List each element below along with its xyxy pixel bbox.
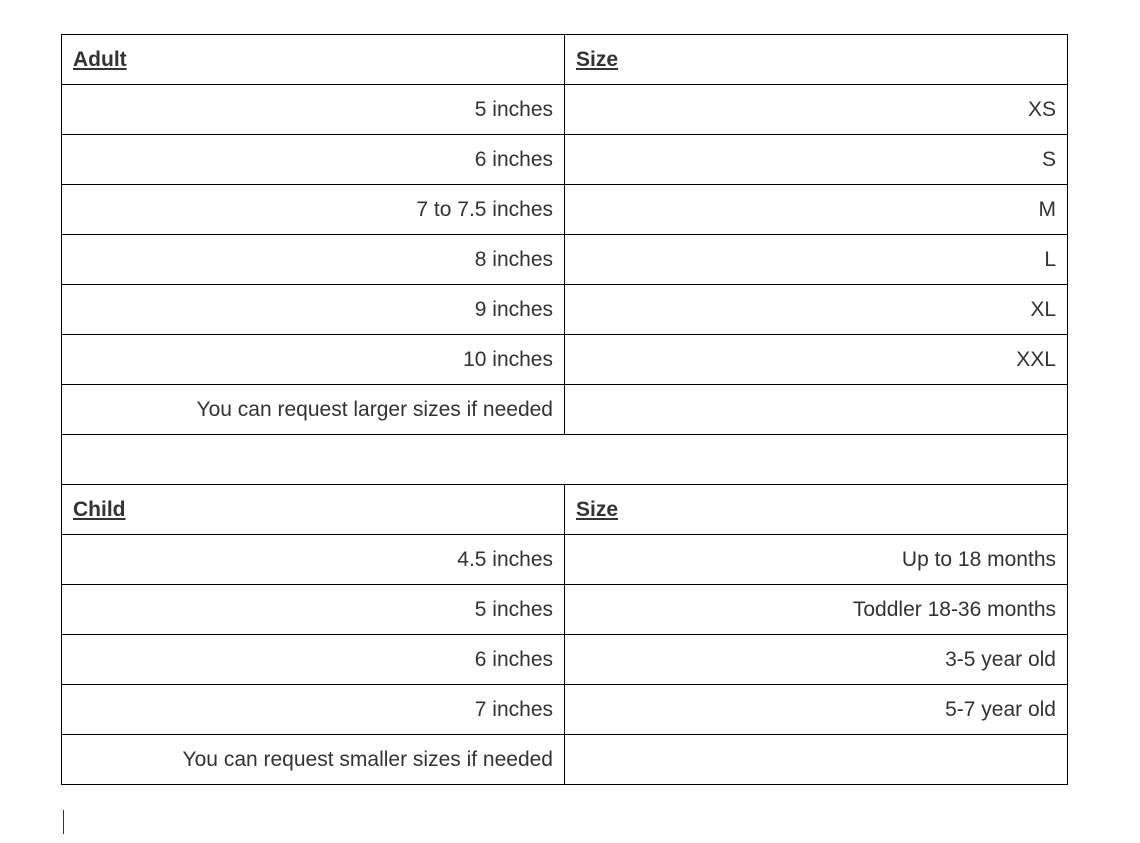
adult-size-cell[interactable]: L (565, 235, 1068, 285)
adult-measure-cell[interactable]: 8 inches (62, 235, 565, 285)
table-row (62, 235, 1068, 285)
child-size-cell[interactable]: 3-5 year old (565, 635, 1068, 685)
child-size-cell[interactable]: Up to 18 months (565, 535, 1068, 585)
child-measure-cell[interactable]: 7 inches (62, 685, 565, 735)
adult-size-cell[interactable]: S (565, 135, 1068, 185)
spacer-cell[interactable] (62, 435, 1068, 485)
adult-measure-cell[interactable]: 9 inches (62, 285, 565, 335)
table-row (62, 285, 1068, 335)
table-row (62, 635, 1068, 685)
adult-header[interactable]: Adult (62, 35, 565, 85)
table-row (62, 85, 1068, 135)
child-size-header[interactable]: Size (565, 485, 1068, 535)
adult-measure-cell[interactable]: 7 to 7.5 inches (62, 185, 565, 235)
adult-size-cell[interactable]: XL (565, 285, 1068, 335)
adult-measure-cell[interactable]: 10 inches (62, 335, 565, 385)
adult-measure-cell[interactable]: 6 inches (62, 135, 565, 185)
adult-size-cell[interactable]: XS (565, 85, 1068, 135)
child-header-row (62, 485, 1068, 535)
adult-measure-cell[interactable]: 5 inches (62, 85, 565, 135)
child-measure-cell[interactable]: 4.5 inches (62, 535, 565, 585)
table-row (62, 335, 1068, 385)
child-measure-cell[interactable]: 5 inches (62, 585, 565, 635)
table-row (62, 135, 1068, 185)
child-note-row (62, 735, 1068, 785)
empty-cell[interactable] (565, 735, 1068, 785)
adult-size-cell[interactable]: XXL (565, 335, 1068, 385)
table-row (62, 685, 1068, 735)
adult-header-row (62, 35, 1068, 85)
text-cursor (63, 810, 64, 834)
adult-note-row (62, 385, 1068, 435)
table-row (62, 585, 1068, 635)
child-measure-cell[interactable]: 6 inches (62, 635, 565, 685)
adult-note-cell[interactable]: You can request larger sizes if needed (62, 385, 565, 435)
child-size-cell[interactable]: 5-7 year old (565, 685, 1068, 735)
adult-size-cell[interactable]: M (565, 185, 1068, 235)
table-row (62, 535, 1068, 585)
table-row (62, 185, 1068, 235)
empty-cell[interactable] (565, 385, 1068, 435)
spacer-row (62, 435, 1068, 485)
adult-size-header[interactable]: Size (565, 35, 1068, 85)
child-header[interactable]: Child (62, 485, 565, 535)
size-chart-table (61, 34, 1068, 785)
child-size-cell[interactable]: Toddler 18-36 months (565, 585, 1068, 635)
child-note-cell[interactable]: You can request smaller sizes if needed (62, 735, 565, 785)
